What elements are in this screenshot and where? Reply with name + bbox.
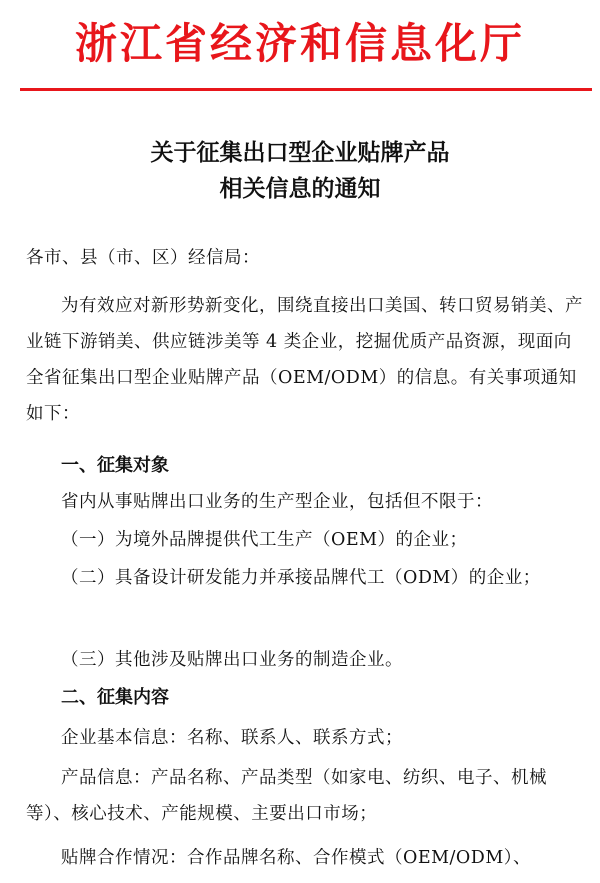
section-2-heading: 二、征集内容	[61, 687, 169, 708]
section-1-item-2: （二）具备设计研发能力并承接品牌代工（ODM）的企业；	[61, 568, 541, 588]
section-1-item-3: （三）其他涉及贴牌出口业务的制造企业。	[61, 650, 403, 670]
section-1-heading: 一、征集对象	[61, 455, 169, 476]
intro-paragraph: 为有效应对新形势新变化，围绕直接出口美国、转口贸易销美、产业链下游销美、供应链涉美等 4 类企业，挖掘优质产品资源，现面向全省征集出口型企业贴牌产品（OEM/ODM）的信息。有关事项通知如下：	[26, 296, 583, 424]
salutation: 各市、县（市、区）经信局：	[26, 248, 260, 268]
document-title-line-2: 相关信息的通知	[219, 175, 381, 202]
red-header-rule	[20, 88, 592, 91]
section-2-partner-info: 贴牌合作情况：合作品牌名称、合作模式（OEM/ODM）、	[61, 848, 531, 868]
document-title-line-1: 关于征集出口型企业贴牌产品	[150, 139, 450, 166]
section-2-product-info: 产品信息：产品名称、产品类型（如家电、纺织、电子、机械等）、核心技术、产能规模、主要出口市场；	[26, 768, 547, 824]
section-1-intro: 省内从事贴牌出口业务的生产型企业，包括但不限于：	[61, 492, 493, 512]
section-2-basic-info: 企业基本信息：名称、联系人、联系方式；	[61, 728, 403, 748]
section-1-item-1: （一）为境外品牌提供代工生产（OEM）的企业；	[61, 530, 468, 550]
issuing-agency-header: 浙江省经济和信息化厅	[74, 19, 525, 68]
